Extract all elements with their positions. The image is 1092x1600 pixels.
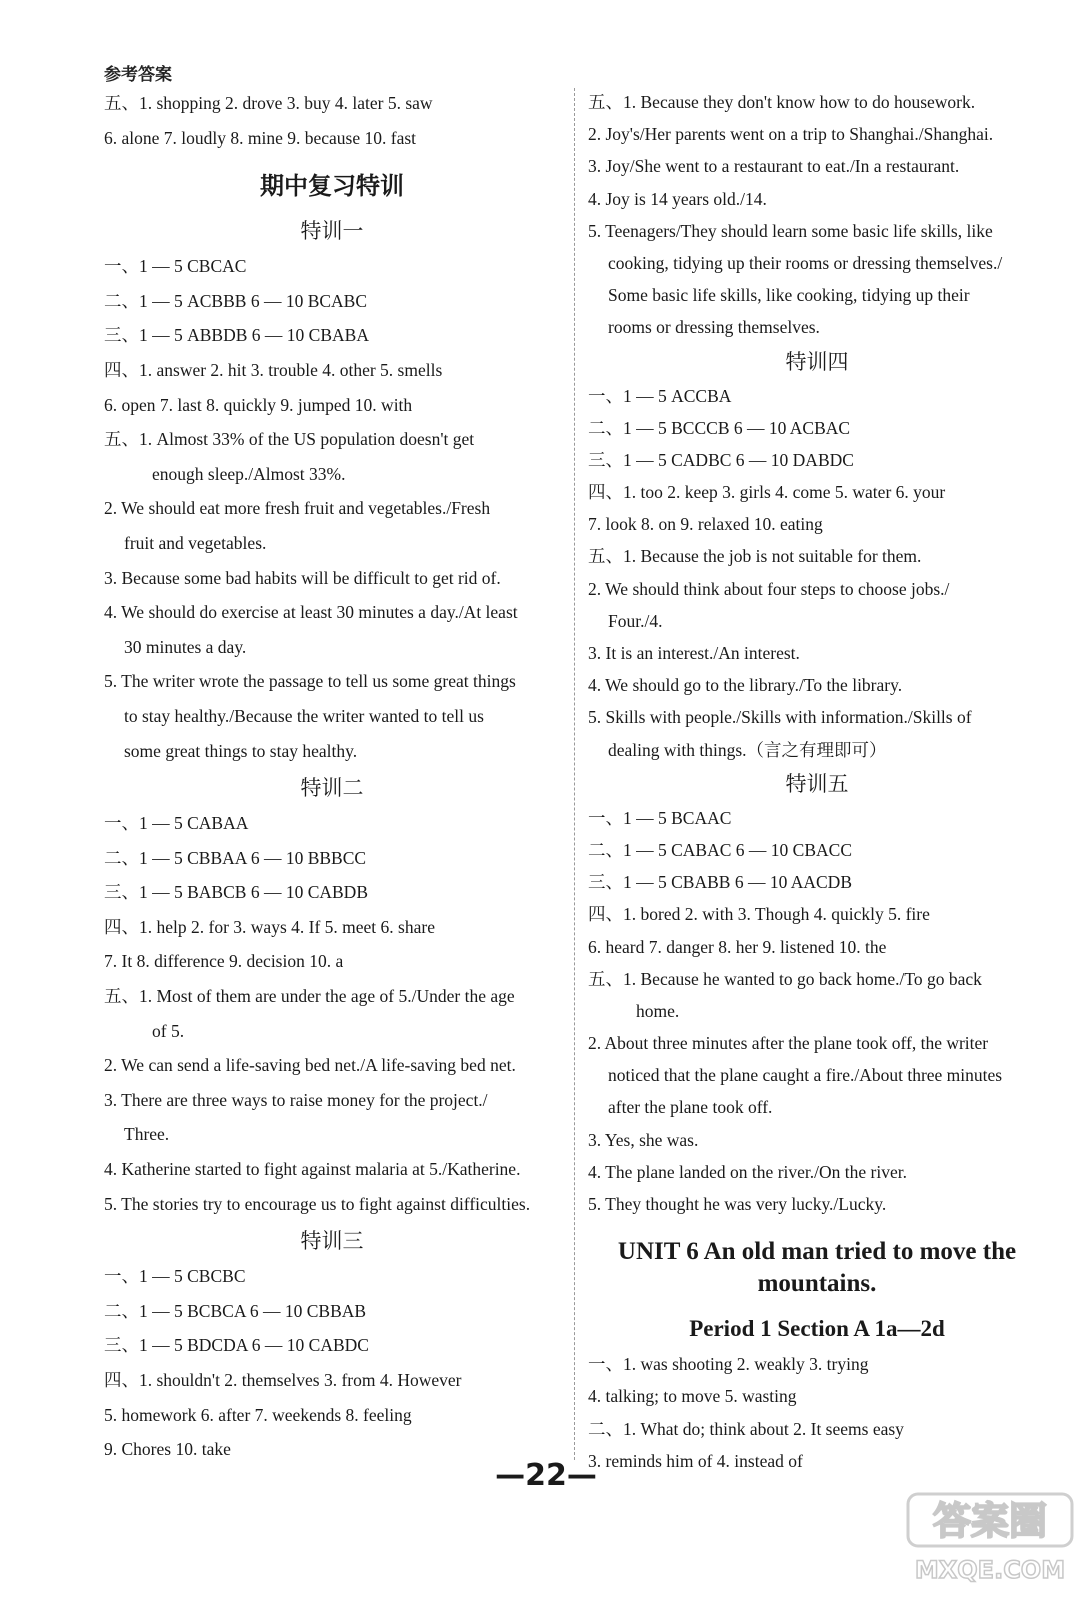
answer-line: 7. look 8. on 9. relaxed 10. eating <box>588 514 823 535</box>
answer-line: Three. <box>124 1124 170 1145</box>
answer-line: 9. Chores 10. take <box>104 1439 231 1460</box>
page-number: —22— <box>495 1458 597 1493</box>
answer-line: 二、1 — 5 BCCCB 6 — 10 ACBAC <box>588 417 851 438</box>
subsection-title: 特训一 <box>300 219 364 244</box>
answer-line: 五、1. Because the job is not suitable for them. <box>588 546 922 567</box>
answer-line: 5. homework 6. after 7. weekends 8. feeling <box>104 1404 412 1425</box>
answer-line: 五、1. Because they don't know how to do housework. <box>588 92 976 112</box>
answer-line: 五、1. Because he wanted to go back home./To go back <box>588 968 982 989</box>
answer-line: 三、1 — 5 CBABB 6 — 10 AACDB <box>588 872 852 893</box>
period-title: Period 1 Section A 1a—2d <box>689 1316 945 1342</box>
answer-line: 4. Joy is 14 years old./14. <box>588 188 767 209</box>
answer-line: 一、1 — 5 CBCBC <box>104 1266 246 1287</box>
answer-line: 4. The plane landed on the river./On the river. <box>588 1161 907 1182</box>
answer-line: 2. We should think about four steps to choose jobs./ <box>588 578 950 599</box>
answer-line: 3. Joy/She went to a restaurant to eat./In a restaurant. <box>588 156 960 177</box>
right-column <box>588 86 1046 1477</box>
answer-line: 3. Because some bad habits will be difficult to get rid of. <box>104 567 501 588</box>
answer-line: dealing with things.（言之有理即可） <box>608 739 887 760</box>
answer-line: 四、1. shouldn't 2. themselves 3. from 4. However <box>104 1370 462 1390</box>
answer-line: fruit and vegetables. <box>124 532 267 553</box>
answer-line: 3. Yes, she was. <box>588 1129 699 1150</box>
answer-line: 二、1 — 5 BCBCA 6 — 10 CBBAB <box>104 1300 367 1321</box>
column-divider <box>574 88 575 1460</box>
answer-line: 二、1 — 5 CABAC 6 — 10 CBACC <box>588 839 852 860</box>
answer-line: 5. The writer wrote the passage to tell us some great things <box>104 671 516 692</box>
answer-line: 2. Joy's/Her parents went on a trip to Shanghai./Shanghai. <box>588 124 994 145</box>
answer-line: 四、1. help 2. for 3. ways 4. If 5. meet 6. share <box>104 916 435 937</box>
answer-line: 四、1. answer 2. hit 3. trouble 4. other 5. smells <box>104 359 443 380</box>
answer-line: 6. heard 7. danger 8. her 9. listened 10. the <box>588 936 887 957</box>
subsection-title: 特训五 <box>785 771 849 796</box>
answer-line: 6. open 7. last 8. quickly 9. jumped 10. with <box>104 394 413 415</box>
answer-line: 二、1 — 5 CBBAA 6 — 10 BBBCC <box>104 847 367 868</box>
answer-line: 2. About three minutes after the plane took off, the writer <box>588 1033 989 1054</box>
page-label: 参考答案 <box>104 65 172 85</box>
answer-line: 二、1. What do; think about 2. It seems easy <box>588 1418 904 1439</box>
answer-line: 五、1. Almost 33% of the US population doesn't get <box>104 429 475 450</box>
answer-line: 三、1 — 5 ABBDB 6 — 10 CBABA <box>104 325 369 346</box>
answer-line: after the plane took off. <box>608 1097 773 1118</box>
answer-line: 四、1. bored 2. with 3. Though 4. quickly 5. fire <box>588 904 930 925</box>
answer-line: 三、1 — 5 BDCDA 6 — 10 CABDC <box>104 1335 369 1356</box>
subsection-title: 特训三 <box>300 1229 364 1254</box>
answer-line: Some basic life skills, like cooking, tidying up their <box>608 285 970 306</box>
answer-line: rooms or dressing themselves. <box>608 317 820 338</box>
watermark-logo <box>900 1488 1080 1588</box>
answer-line: 4. Katherine started to fight against malaria at 5./Katherine. <box>104 1159 521 1180</box>
answer-line: 4. We should go to the library./To the library. <box>588 675 903 696</box>
left-column <box>104 86 560 1467</box>
answer-line: 三、1 — 5 CADBC 6 — 10 DABDC <box>588 449 854 470</box>
answer-line: 3. There are three ways to raise money for the project./ <box>104 1089 488 1110</box>
answer-line: 4. talking; to move 5. wasting <box>588 1386 797 1407</box>
answer-line: 二、1 — 5 ACBBB 6 — 10 BCABC <box>104 290 368 311</box>
answer-line: 2. We can send a life-saving bed net./A life-saving bed net. <box>104 1055 516 1076</box>
answer-line: 五、1. shopping 2. drove 3. buy 4. later 5. saw <box>104 93 433 113</box>
answer-line: 3. It is an interest./An interest. <box>588 643 800 663</box>
answer-line: 5. Skills with people./Skills with information./Skills of <box>588 707 972 728</box>
answer-line: 三、1 — 5 BABCB 6 — 10 CABDB <box>104 882 368 903</box>
subsection-title: 特训四 <box>785 349 849 374</box>
answer-line: 7. It 8. difference 9. decision 10. a <box>104 951 344 972</box>
answer-line: to stay healthy./Because the writer wanted to tell us <box>124 705 484 726</box>
answer-line: some great things to stay healthy. <box>124 740 358 761</box>
section-title: 期中复习特训 <box>260 172 404 201</box>
answer-line: 4. We should do exercise at least 30 minutes a day./At least <box>104 602 518 623</box>
answer-line: 一、1 — 5 BCAAC <box>588 807 732 828</box>
answer-line: 五、1. Most of them are under the age of 5./Under the age <box>104 986 515 1007</box>
answer-line: 四、1. too 2. keep 3. girls 4. come 5. water 6. your <box>588 482 946 503</box>
answer-line: cooking, tidying up their rooms or dressing themselves./ <box>608 252 1003 273</box>
answer-line: 5. They thought he was very lucky./Lucky. <box>588 1194 887 1214</box>
subsection-title: 特训二 <box>300 776 364 801</box>
answer-line: enough sleep./Almost 33%. <box>152 463 346 484</box>
answer-line: of 5. <box>152 1020 185 1041</box>
answer-line: 一、1. was shooting 2. weakly 3. trying <box>588 1354 869 1375</box>
answer-line: 一、1 — 5 ACCBA <box>588 385 732 406</box>
watermark-text-cn: 答案圈 <box>932 1499 1048 1543</box>
answer-line: 一、1 — 5 CABAA <box>104 813 249 834</box>
answer-line: 2. We should eat more fresh fruit and vegetables./Fresh <box>104 498 491 519</box>
answer-line: home. <box>636 1000 680 1021</box>
unit-title: UNIT 6 An old man tried to move the mountains. <box>617 1238 1017 1298</box>
answer-line: Four./4. <box>608 610 663 631</box>
answer-line: 30 minutes a day. <box>124 636 247 657</box>
answer-line: 6. alone 7. loudly 8. mine 9. because 10. fast <box>104 127 417 148</box>
watermark-text-url: MXQE.COM <box>914 1556 1066 1584</box>
answer-line: 5. Teenagers/They should learn some basic life skills, like <box>588 220 993 241</box>
answer-line: 一、1 — 5 CBCAC <box>104 256 247 277</box>
answer-line: noticed that the plane caught a fire./About three minutes <box>608 1065 1003 1086</box>
answer-line: 3. reminds him of 4. instead of <box>588 1450 803 1471</box>
answer-line: 5. The stories try to encourage us to fight against difficulties. <box>104 1193 531 1214</box>
